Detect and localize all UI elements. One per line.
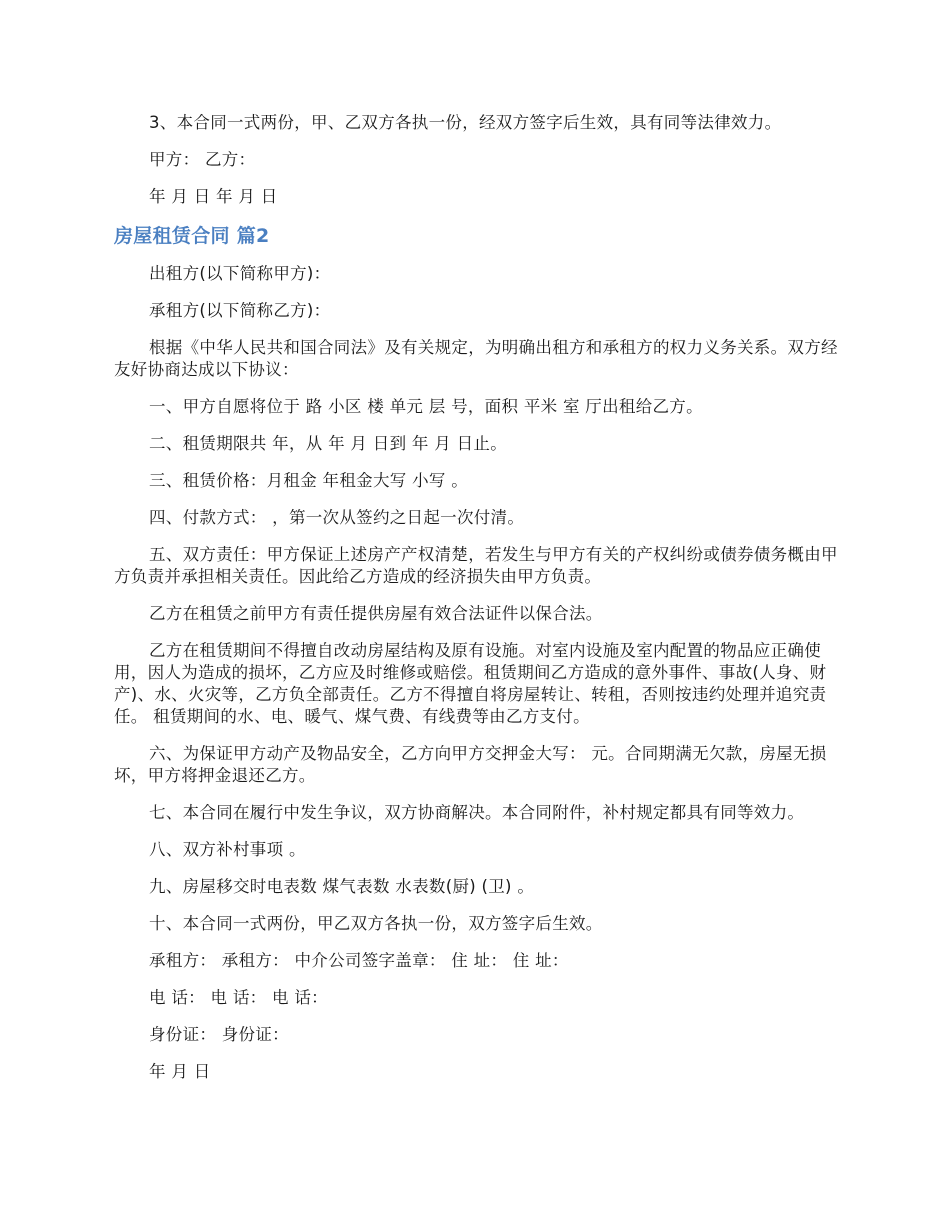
paragraph-party-labels: 甲方： 乙方： xyxy=(149,150,256,169)
paragraph-lessor: 出租方(以下简称甲方)： xyxy=(149,264,331,283)
paragraph-clause-four: 四、付款方式： ，第一次从签约之日起一次付清。 xyxy=(149,508,525,527)
paragraph-clause-seven: 七、本合同在履行中发生争议，双方协商解决。本合同附件，补村规定都具有同等效力。 xyxy=(149,803,805,822)
paragraph-clause-six: 六、为保证甲方动产及物品安全，乙方向甲方交押金大写： 元。合同期满无欠款，房屋无损坏，甲方将押金退还乙方。 xyxy=(114,744,827,785)
paragraph-clause-three: 三、租赁价格：月租金 年租金大写 小写 。 xyxy=(149,471,469,490)
paragraph-clause-two: 二、租赁期限共 年，从 年 月 日到 年 月 日止。 xyxy=(149,434,508,453)
paragraph-clause-eight: 八、双方补村事项 。 xyxy=(149,840,306,859)
paragraph-phone-line: 电 话： 电 话： 电 话： xyxy=(149,988,328,1007)
paragraph-lessee: 承租方(以下简称乙方)： xyxy=(149,301,331,320)
paragraph-final-date: 年 月 日 xyxy=(149,1062,211,1081)
paragraph-clause-nine: 九、房屋移交时电表数 煤气表数 水表数(厨) (卫) 。 xyxy=(149,877,535,896)
paragraph-signature-parties: 承租方： 承租方： 中介公司签字盖章： 住 址： 住 址： xyxy=(149,951,569,970)
section-heading: 房屋租赁合同 篇2 xyxy=(114,225,270,247)
paragraph-clause-five: 五、双方责任：甲方保证上述房产产权清楚，若发生与甲方有关的产权纠纷或债券债务概由甲方负责并承担相关责任。因此给乙方造成的经济损失由甲方负责。 xyxy=(114,545,838,586)
paragraph-clause-one: 一、甲方自愿将位于 路 小区 楼 单元 层 号，面积 平米 室 厅出租给乙方。 xyxy=(149,397,703,416)
paragraph-lessor-duty: 乙方在租赁之前甲方有责任提供房屋有效合法证件以保合法。 xyxy=(149,604,603,623)
paragraph-preamble: 根据《中华人民共和国合同法》及有关规定，为明确出租方和承租方的权力义务关系。双方经友好协商达成以下协议： xyxy=(114,338,838,379)
paragraph-clause-ten: 十、本合同一式两份，甲乙双方各执一份，双方签字后生效。 xyxy=(149,914,603,933)
paragraph-date-line: 年 月 日 年 月 日 xyxy=(149,187,278,206)
paragraph-id-line: 身份证： 身份证： xyxy=(149,1025,289,1044)
paragraph-lessee-duty: 乙方在租赁期间不得擅自改动房屋结构及原有设施。对室内设施及室内配置的物品应正确使用，因人为造成的损坏，乙方应及时维修或赔偿。租赁期间乙方造成的意外事件、事故(人身、财产)、水、火灾等，乙方负全部责任。乙方不得擅自将房屋转让、转租，否则按违约处理并追究责任。 租赁期间的水、电、暖气、煤气费、有线费等由乙方支付。 xyxy=(114,641,827,726)
paragraph-clause-3: 3、本合同一式两份，甲、乙双方各执一份，经双方签字后生效，具有同等法律效力。 xyxy=(149,113,782,132)
